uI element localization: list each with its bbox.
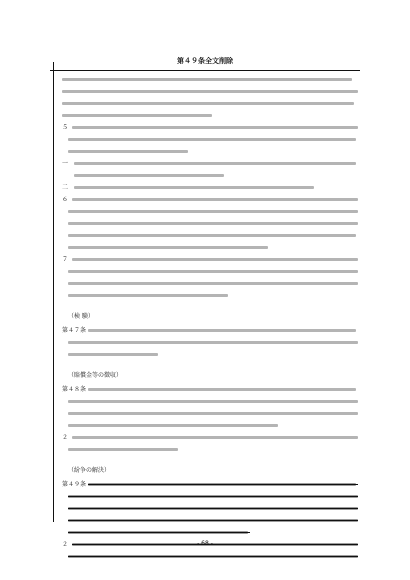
- text-line: [62, 242, 362, 254]
- strike-through: [68, 532, 250, 533]
- item-number: ２: [62, 541, 69, 548]
- section-heading-row: [62, 310, 362, 325]
- text-line: [62, 337, 362, 349]
- article-number: 第４７条: [62, 327, 87, 334]
- text-line: [62, 396, 362, 408]
- revision-margin-line: [53, 62, 54, 522]
- strike-through: [68, 556, 358, 557]
- paragraph-line: [62, 122, 362, 134]
- paragraph-line: [62, 194, 362, 206]
- section-heading: （紛争の解決）: [68, 467, 111, 474]
- text-line: [62, 278, 362, 290]
- text-line: [62, 266, 362, 278]
- struck-text-line: [62, 551, 362, 563]
- text-line: [62, 349, 362, 361]
- text-line: [62, 420, 362, 432]
- section-heading: （賠償金等の徴収）: [68, 372, 123, 379]
- article-number: 第４８条: [62, 386, 87, 393]
- text-line: [62, 98, 362, 110]
- text-line: [62, 134, 362, 146]
- struck-text-line: [62, 503, 362, 515]
- text-line: [62, 110, 362, 122]
- paragraph-line: [62, 158, 362, 170]
- strike-through: [68, 496, 358, 497]
- section-heading-row: [62, 464, 362, 479]
- header-rule: [50, 70, 360, 71]
- paragraph-line: [62, 254, 362, 266]
- struck-text-line: [62, 491, 362, 503]
- text-line: [62, 230, 362, 242]
- page-header: [50, 56, 360, 71]
- paragraph-line: [62, 384, 362, 396]
- struck-text-line: [62, 515, 362, 527]
- page-number: - 68 -: [197, 540, 213, 547]
- article-number: 第４９条: [62, 481, 87, 488]
- strike-through: [68, 508, 358, 509]
- text-line: [62, 206, 362, 218]
- text-line: [62, 86, 362, 98]
- item-number: ７: [62, 256, 69, 263]
- paragraph-line: [62, 182, 362, 194]
- item-number: 一: [62, 160, 69, 167]
- text-line: [62, 170, 362, 182]
- text-line: [62, 444, 362, 456]
- text-line: [62, 408, 362, 420]
- text-line: [62, 290, 362, 302]
- strike-through: [68, 520, 358, 521]
- item-number: ２: [62, 434, 69, 441]
- item-number: 二: [62, 184, 69, 191]
- section-heading-row: [62, 369, 362, 384]
- item-number: ５: [62, 124, 69, 131]
- strike-through: [88, 484, 358, 485]
- text-line: [62, 74, 362, 86]
- section-heading: （検 験）: [68, 313, 94, 320]
- struck-paragraph-line: [62, 479, 362, 491]
- header-title: 第４９条全文削除: [177, 57, 233, 65]
- struck-text-line: [62, 527, 362, 539]
- paragraph-line: [62, 432, 362, 444]
- item-number: ６: [62, 196, 69, 203]
- text-line: [62, 218, 362, 230]
- paragraph-line: [62, 325, 362, 337]
- text-line: [62, 146, 362, 158]
- document-body: [62, 74, 362, 563]
